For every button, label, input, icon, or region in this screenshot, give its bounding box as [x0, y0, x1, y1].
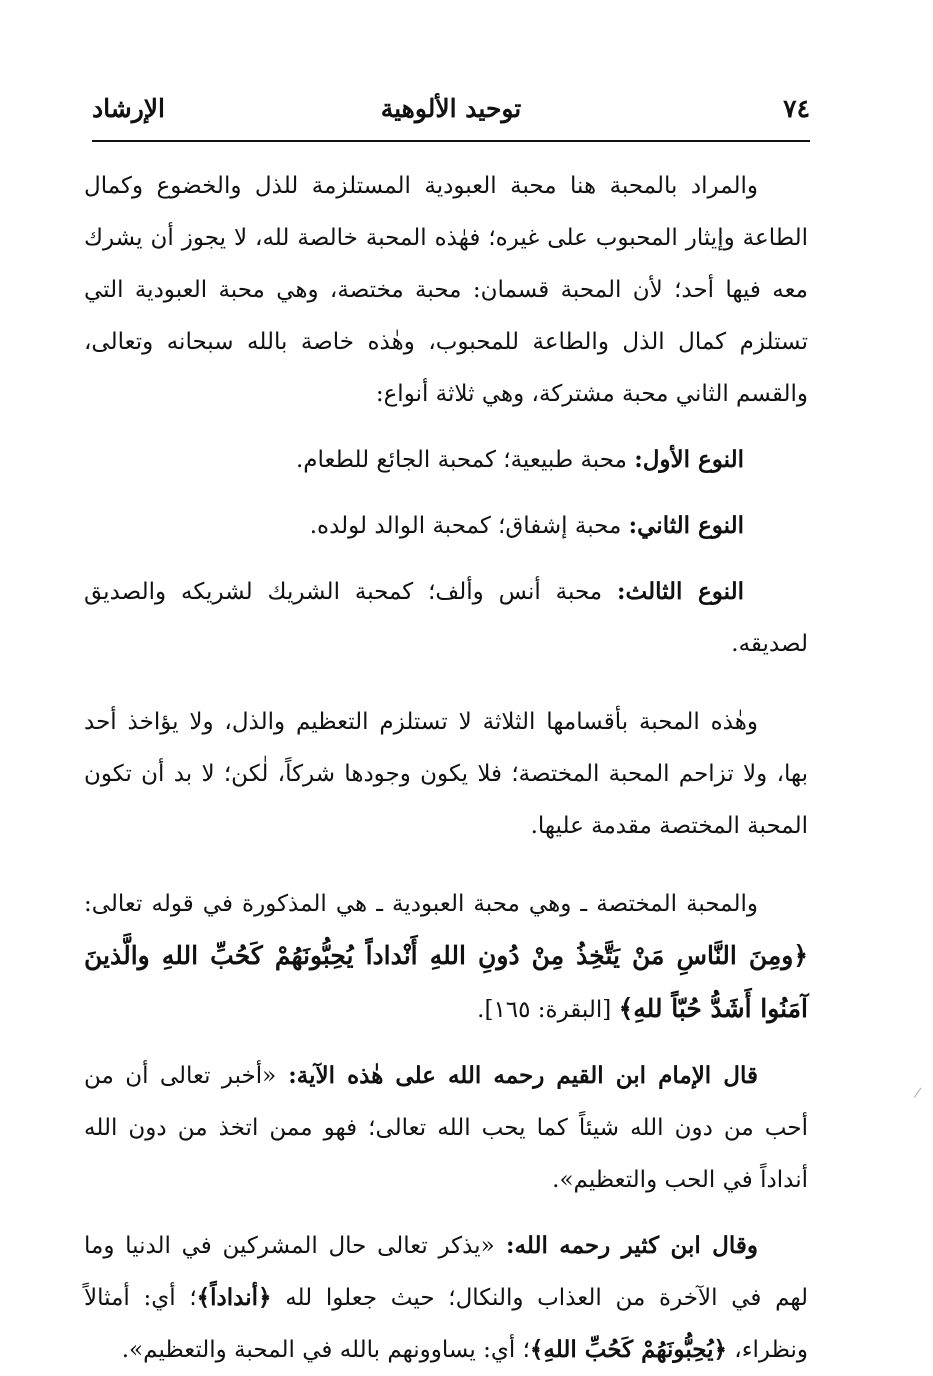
- type-label: النوع الثالث:: [617, 578, 744, 605]
- quote-lead: وقال ابن كثير رحمه الله:: [494, 1232, 758, 1259]
- type-item-third: [84, 566, 808, 670]
- chapter-title: توحيد الألوهية: [380, 94, 522, 123]
- type-text: محبة أنس وألف؛ كمحبة الشريك لشريكه والصديق لصديقه.: [84, 579, 808, 657]
- quran-verse: ﴿ومِنَ النَّاسِ مَنْ يَتَّخِذُ مِنْ دُونِ اللهِ أَنْداداً يُحِبُّونَهُمْ كَحُبِّ اللهِ والَّذينَ آمَنُوا أَشَدُّ حُبّاً للهِ﴾: [84, 941, 808, 1023]
- type-item-first: [84, 434, 808, 486]
- paragraph-ibn-kathir: [84, 1220, 808, 1376]
- book-title: الإرشاد: [92, 94, 165, 123]
- type-text: محبة إشفاق؛ كمحبة الوالد لولده.: [309, 513, 629, 539]
- header-rule: [92, 140, 810, 142]
- quran-word: ﴿أنداداً﴾: [196, 1284, 272, 1311]
- paragraph-shared-love: وهٰذه المحبة بأقسامها الثلاثة لا تستلزم التعظيم والذل، ولا يؤاخذ أحد بها، ولا تزاحم المحبة المختصة؛ فلا يكون وجودها شركاً، لٰكن؛ لا بد أن تكون المحبة المختصة مقدمة عليها.: [84, 709, 808, 839]
- paragraph-love-definition: والمراد بالمحبة هنا محبة العبودية المستلزمة للذل والخضوع وكمال الطاعة وإيثار المحبوب على غيره؛ فهٰذه المحبة خالصة لله، لا يجوز أن يشرك معه فيها أحد؛ لأن المحبة قسمان: محبة مختصة، وهي محبة العبودية التي تستلزم كمال الذل والطاعة للمحبوب، وهٰذه خاصة بالله سبحانه وتعالى، والقسم الثاني محبة مشتركة، وهي ثلاثة أنواع:: [84, 173, 808, 407]
- verse-intro: والمحبة المختصة ـ وهي محبة العبودية ـ هي المذكورة في قوله تعالى:: [84, 891, 758, 917]
- quran-phrase: ﴿يُحِبُّونَهُمْ كَحُبِّ اللهِ﴾: [529, 1336, 727, 1363]
- paragraph-verse: [84, 878, 808, 1036]
- type-item-second: [84, 500, 808, 552]
- quote-text: «يذكر تعالى حال المشركين في الدنيا وما لهم في الآخرة من العذاب والنكال؛ حيث جعلوا لله: [84, 1233, 809, 1311]
- margin-pencil-mark: [914, 1088, 923, 1099]
- quote-text: «أخبر تعالى أن من أحب من دون الله شيئاً كما يحب الله تعالى؛ فهو ممن اتخذ من دون الله أنداداً في الحب والتعظيم».: [84, 1063, 808, 1193]
- quote-lead: قال الإمام ابن القيم رحمه الله على هٰذه الآية:: [276, 1062, 758, 1089]
- page-number: ٧٤: [783, 94, 810, 123]
- paragraph-ibn-qayyim: [84, 1050, 808, 1206]
- type-label: النوع الثاني:: [628, 512, 744, 539]
- type-text: محبة طبيعية؛ كمحبة الجائع للطعام.: [295, 447, 635, 473]
- verse-reference: [البقرة: ١٦٥].: [477, 997, 619, 1023]
- quote-text: ؛ أي: أمثالاً ونظراء،: [84, 1285, 808, 1363]
- type-label: النوع الأول:: [634, 446, 744, 473]
- page-header: [92, 88, 810, 132]
- page-body: [84, 160, 808, 1376]
- quote-text: ؛ أي: يساوونهم بالله في المحبة والتعظيم».: [121, 1337, 530, 1363]
